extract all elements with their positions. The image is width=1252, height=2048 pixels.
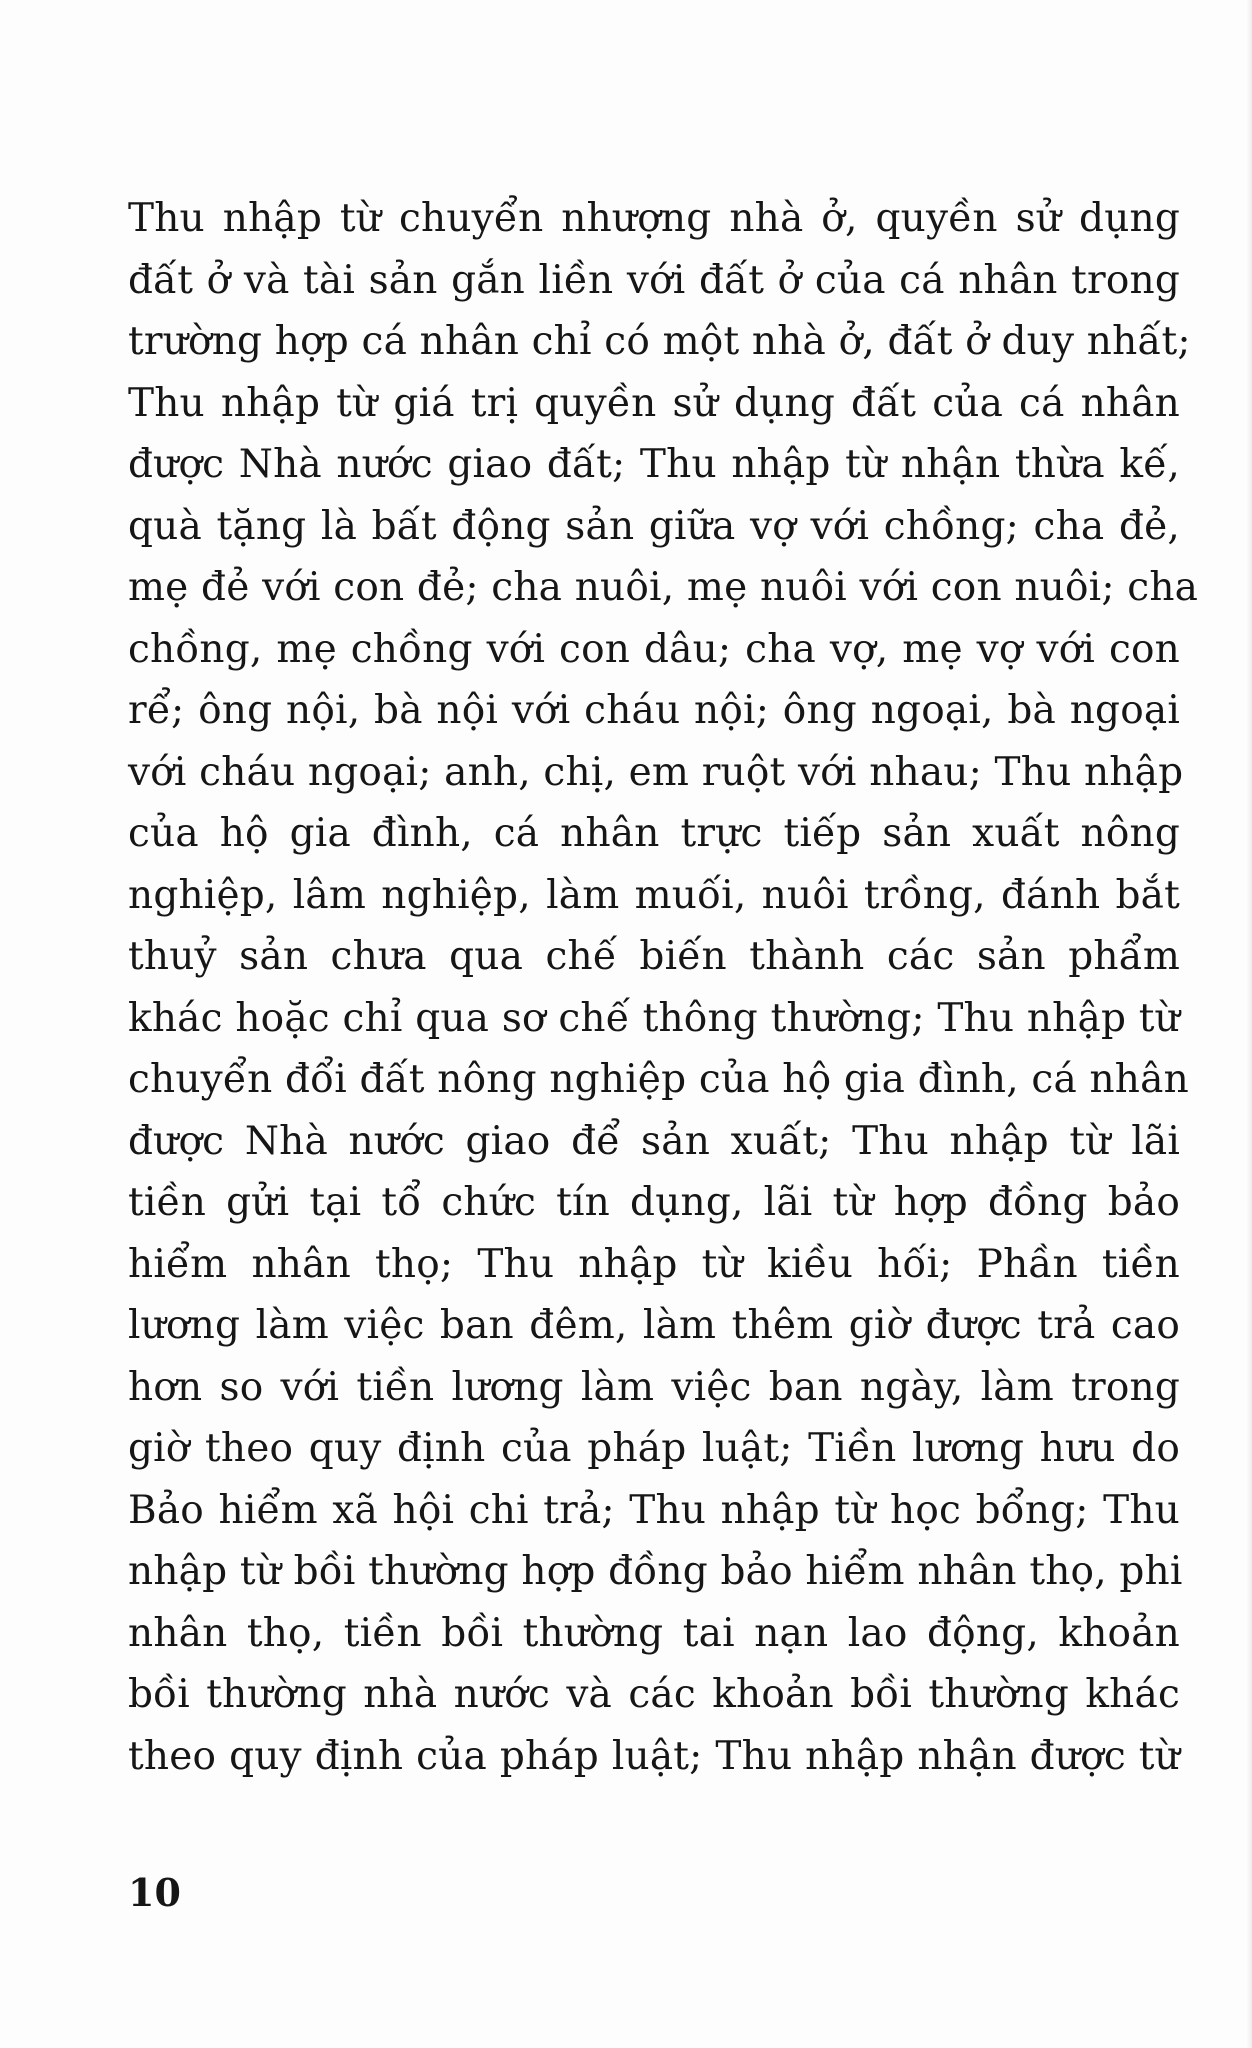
text-line: với cháu ngoại; anh, chị, em ruột với nhau; Thu nhập bbox=[128, 749, 1184, 795]
page-number: 10 bbox=[128, 1870, 181, 1915]
text-line: nhân thọ, tiền bồi thường tai nạn lao động, khoản bbox=[128, 1610, 1180, 1656]
body-text bbox=[128, 188, 1199, 1787]
text-line: trường hợp cá nhân chỉ có một nhà ở, đất ở duy nhất; bbox=[128, 319, 1191, 364]
text-line: tiền gửi tại tổ chức tín dụng, lãi từ hợp đồng bảo bbox=[128, 1180, 1180, 1225]
text-line: chuyển đổi đất nông nghiệp của hộ gia đình, cá nhân bbox=[128, 1057, 1189, 1102]
text-line: Thu nhập từ giá trị quyền sử dụng đất của cá nhân bbox=[128, 380, 1180, 426]
page-edge bbox=[1246, 0, 1252, 2048]
text-line: hơn so với tiền lương làm việc ban ngày, làm trong bbox=[128, 1364, 1180, 1410]
text-line: khác hoặc chỉ qua sơ chế thông thường; Thu nhập từ bbox=[128, 995, 1180, 1041]
text-line: giờ theo quy định của pháp luật; Tiền lương hưu do bbox=[128, 1426, 1180, 1471]
text-line: nhập từ bồi thường hợp đồng bảo hiểm nhân thọ, phi bbox=[128, 1549, 1183, 1594]
text-line: mẹ đẻ với con đẻ; cha nuôi, mẹ nuôi với con nuôi; cha bbox=[128, 565, 1199, 610]
text-line: được Nhà nước giao để sản xuất; Thu nhập từ lãi bbox=[128, 1118, 1180, 1164]
text-line: Thu nhập từ chuyển nhượng nhà ở, quyền sử dụng bbox=[128, 196, 1180, 241]
text-line: của hộ gia đình, cá nhân trực tiếp sản xuất nông bbox=[128, 811, 1180, 856]
text-line: quà tặng là bất động sản giữa vợ với chồng; cha đẻ, bbox=[128, 503, 1180, 549]
text-line: chồng, mẹ chồng với con dâu; cha vợ, mẹ vợ với con bbox=[128, 626, 1180, 672]
text-line: được Nhà nước giao đất; Thu nhập từ nhận thừa kế, bbox=[128, 442, 1180, 487]
text-line: hiểm nhân thọ; Thu nhập từ kiều hối; Phần tiền bbox=[128, 1241, 1180, 1287]
text-line: lương làm việc ban đêm, làm thêm giờ được trả cao bbox=[128, 1303, 1180, 1348]
text-line: đất ở và tài sản gắn liền với đất ở của cá nhân trong bbox=[128, 257, 1180, 303]
text-line: theo quy định của pháp luật; Thu nhập nhận được từ bbox=[128, 1733, 1180, 1779]
text-line: Bảo hiểm xã hội chi trả; Thu nhập từ học bổng; Thu bbox=[128, 1487, 1180, 1533]
text-line: nghiệp, lâm nghiệp, làm muối, nuôi trồng, đánh bắt bbox=[128, 872, 1180, 918]
text-line: rể; ông nội, bà nội với cháu nội; ông ngoại, bà ngoại bbox=[128, 688, 1180, 733]
text-line: thuỷ sản chưa qua chế biến thành các sản phẩm bbox=[128, 934, 1180, 979]
text-line: bồi thường nhà nước và các khoản bồi thường khác bbox=[128, 1672, 1180, 1717]
